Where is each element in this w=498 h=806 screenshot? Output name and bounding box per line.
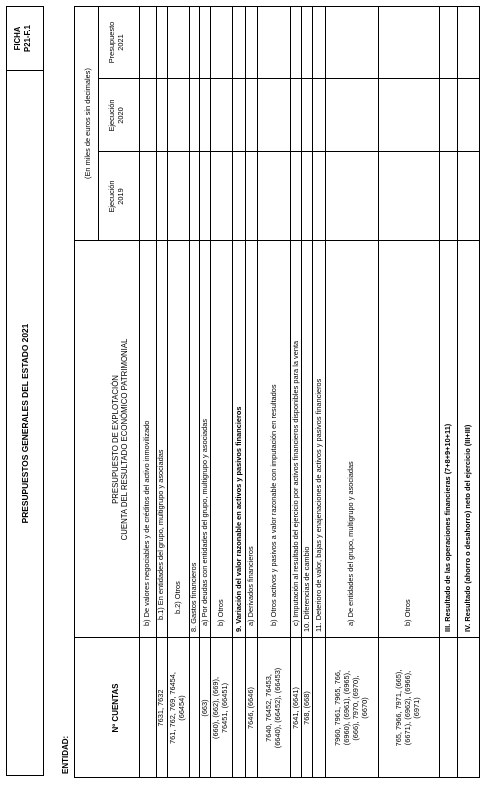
col-header-exec2020-1: Ejecución [107,99,116,132]
row-rule [245,6,246,778]
row-rule [378,6,379,778]
row-rule [325,6,326,778]
account-codes: (660), (662), (669), [211,676,220,740]
ficha-code: P21-F.1 [23,25,32,52]
row-rule [439,6,440,778]
row-label: a) De entidades del grupo, multigrupo y asociadas [346,461,355,626]
account-codes: (6670) [360,697,369,719]
row-label: c) Imputación al resultado del ejercicio por activos financieros disponibles para la venta [291,340,300,626]
row-rule [189,6,190,778]
header-bottom-rule [139,6,140,778]
ficha-label: FICHA [13,26,22,51]
account-codes: (6971) [412,697,421,719]
account-codes: 7641, (6641) [291,687,300,729]
col-header-budget2021-1: Presupuesto [107,21,116,64]
row-label: 9. Variación del valor razonable en activos y pasivos financieros [234,406,243,632]
col-sep-concept [74,240,480,241]
row-label: 8. Gastos financieros [189,562,198,632]
row-label: b.1) En entidades del grupo, multigrupo y asociadas [156,449,165,620]
row-rule [257,6,258,778]
row-label: b) Otros activos y pasivos a valor razonable con imputación en resultados [269,384,278,626]
row-label: b.2) Otros [173,581,182,614]
account-codes: 76451, (66451) [220,682,229,734]
row-label: 11. Deterioro de valor, bajas y enajenaciones de activos y pasivos financieros [314,378,323,632]
col-header-concept-1: PRESUPUESTO DE EXPLOTACIÓN [111,375,120,504]
row-rule [457,6,458,778]
col-header-exec2020-2: 2020 [116,107,125,124]
row-label: b) Otros [216,599,225,626]
account-codes: (66454) [177,695,186,721]
col-header-exec2019-2: 2019 [116,188,125,205]
account-codes: 768, (668) [302,691,311,725]
row-rule [232,6,233,778]
account-codes: 7631, 7632 [156,689,165,727]
row-label: a) Derivados financieros [246,546,255,626]
row-label: 10. Diferencias de cambio [302,546,311,632]
units-note: (En miles de euros sin decimales) [83,68,92,179]
account-codes: (6960), (6961), (6965), [342,670,351,746]
account-codes: 7640, 76452, 76453, [264,674,273,742]
row-label: IV. Resultado (ahorro o desahorro) neto del ejercicio (III+III) [463,424,472,632]
entity-label: ENTIDAD: [61,735,70,774]
account-codes: 761, 762, 769, 76454, [168,672,177,744]
account-codes: 765, 7966, 7971, (665), [394,669,403,747]
row-rule [167,6,168,778]
row-rule [210,6,211,778]
account-codes: (666), 7970, (6970), [351,675,360,741]
account-codes: (663) [200,699,209,717]
col-header-concept-2: CUENTA DEL RESULTADO ECONÓMICO PATRIMONIAL [120,338,129,541]
account-codes: (6640), (66452), (66453) [273,667,282,749]
col-header-accounts: Nº CUENTAS [111,683,120,733]
col-header-budget2021-2: 2021 [116,34,125,51]
account-codes: (6671), (6962), (6966), [403,670,412,746]
row-rule [312,6,313,778]
row-label: b) De valores negociables y de créditos del activo inmovilizado [142,420,151,626]
row-label: b) Otros [403,599,412,626]
account-codes: 7960, 7961, 7965, 766, [333,669,342,747]
row-rule [199,6,200,778]
document-title: PRESUPUESTOS GENERALES DEL ESTADO 2021 [20,323,30,524]
row-label: a) Por deudas con entidades del grupo, multigrupo y asociadas [200,418,209,626]
row-label: III. Resultado de las operaciones financieras (7+8+9+10+11) [443,423,452,632]
units-rule [98,6,99,241]
row-rule [301,6,302,778]
account-codes: 7646, (6646) [246,687,255,729]
col-header-exec2019-1: Ejecución [107,180,116,213]
